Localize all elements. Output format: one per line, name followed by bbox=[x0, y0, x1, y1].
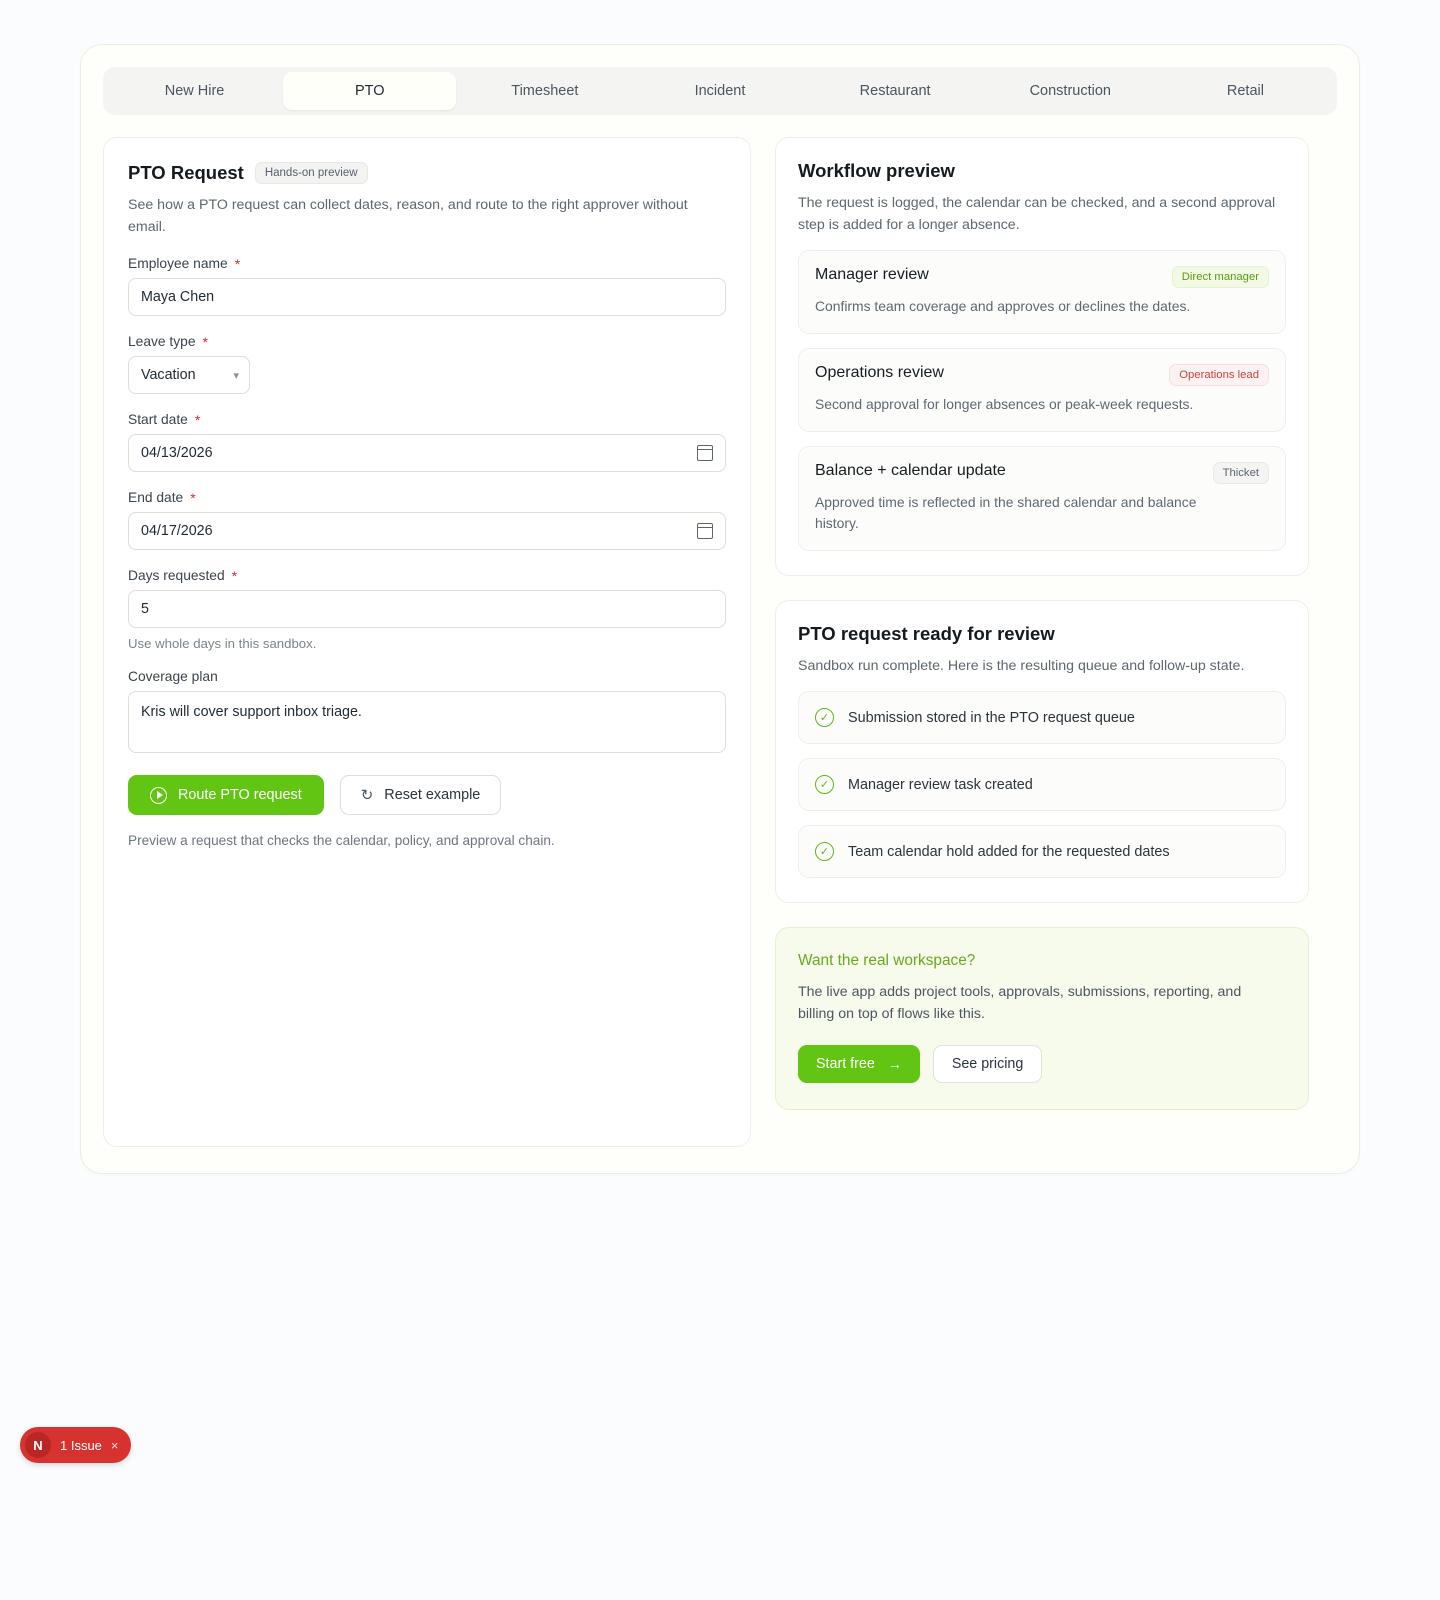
route-pto-request-button[interactable] bbox=[128, 775, 324, 815]
reset-button-label: Reset example bbox=[384, 787, 481, 804]
workflow-step-description: Confirms team coverage and approves or declines the dates. bbox=[815, 298, 1191, 315]
workflow-step-title: Manager review bbox=[815, 266, 929, 284]
end-date-label: End date bbox=[128, 490, 184, 506]
workflow-title: Workflow preview bbox=[798, 160, 955, 181]
main-columns bbox=[103, 137, 1337, 1147]
leave-type-value: Vacation bbox=[141, 367, 196, 384]
app-logo-icon: N bbox=[25, 1432, 51, 1458]
leave-type-select[interactable] bbox=[128, 356, 250, 394]
pto-request-form-card bbox=[103, 137, 751, 1147]
end-date-value: 04/17/2026 bbox=[141, 523, 213, 540]
upgrade-cta-card bbox=[775, 927, 1309, 1110]
sandbox-container bbox=[80, 44, 1360, 1174]
tab-new-hire[interactable]: New Hire bbox=[164, 83, 225, 99]
required-marker: * bbox=[190, 489, 196, 506]
workflow-step bbox=[798, 250, 1286, 334]
days-requested-input[interactable]: 5 bbox=[128, 590, 726, 628]
result-label: Team calendar hold added for the requested dates bbox=[848, 843, 1170, 860]
check-circle-icon: ✓ bbox=[815, 842, 834, 861]
workflow-step-head bbox=[815, 462, 1269, 484]
coverage-plan-textarea[interactable]: Kris will cover support inbox triage. bbox=[128, 691, 726, 753]
see-pricing-button[interactable]: See pricing bbox=[933, 1045, 1043, 1083]
preview-tag: Hands-on preview bbox=[255, 162, 368, 184]
chevron-down-icon: ▾ bbox=[233, 369, 239, 382]
page-title: PTO Request bbox=[128, 162, 244, 183]
workflow-step-head bbox=[815, 266, 1269, 288]
workflow-step-title: Balance + calendar update bbox=[815, 461, 1006, 479]
employee-name-input[interactable]: Maya Chen bbox=[128, 278, 726, 316]
workflow-step-description: Second approval for longer absences or peak-week requests. bbox=[815, 396, 1194, 413]
leave-type-label: Leave type bbox=[128, 334, 196, 350]
arrow-right-icon: → bbox=[887, 1056, 902, 1073]
close-icon[interactable]: × bbox=[110, 1437, 119, 1453]
tab-incident[interactable]: Incident bbox=[694, 83, 746, 99]
result-label: Submission stored in the PTO request queue bbox=[848, 709, 1135, 726]
start-date-label-row bbox=[128, 412, 726, 427]
start-free-button[interactable] bbox=[798, 1045, 920, 1083]
workflow-step-head bbox=[815, 364, 1269, 386]
scenario-tabs[interactable] bbox=[103, 67, 1337, 115]
start-date-input[interactable] bbox=[128, 434, 726, 472]
workflow-step-title: Operations review bbox=[815, 364, 944, 382]
calendar-icon[interactable] bbox=[697, 523, 713, 539]
form-description: See how a PTO request can collect dates, reason, and route to the right approver without email. bbox=[128, 197, 688, 235]
check-circle-icon: ✓ bbox=[815, 708, 834, 727]
field-leave-type bbox=[128, 334, 726, 394]
workflow-step bbox=[798, 446, 1286, 551]
status-badge: Direct manager bbox=[1172, 266, 1269, 288]
issue-count-label: 1 Issue bbox=[60, 1437, 102, 1453]
reset-example-button[interactable] bbox=[340, 775, 502, 815]
end-date-label-row bbox=[128, 490, 726, 505]
refresh-icon: ↻ bbox=[360, 787, 374, 805]
start-free-label: Start free bbox=[816, 1056, 875, 1073]
cta-description: The live app adds project tools, approvals, submissions, reporting, and billing on top of flows like this. bbox=[798, 984, 1242, 1022]
list-item bbox=[798, 691, 1286, 744]
days-requested-hint: Use whole days in this sandbox. bbox=[128, 636, 317, 652]
required-marker: * bbox=[234, 255, 241, 272]
cta-actions bbox=[798, 1045, 1286, 1083]
field-start-date bbox=[128, 412, 726, 472]
tab-restaurant[interactable]: Restaurant bbox=[859, 83, 931, 99]
field-employee-name bbox=[128, 256, 726, 316]
tab-timesheet[interactable]: Timesheet bbox=[511, 83, 579, 99]
end-date-input[interactable] bbox=[128, 512, 726, 550]
form-header bbox=[128, 162, 726, 184]
leave-type-label-row bbox=[128, 334, 726, 349]
route-button-label: Route PTO request bbox=[178, 787, 302, 804]
calendar-icon[interactable] bbox=[697, 445, 713, 461]
coverage-plan-label-row bbox=[128, 669, 726, 684]
form-actions bbox=[128, 775, 726, 815]
required-marker: * bbox=[231, 567, 238, 584]
field-coverage-plan bbox=[128, 669, 726, 753]
list-item bbox=[798, 758, 1286, 811]
status-badge: Thicket bbox=[1213, 462, 1269, 484]
start-date-value: 04/13/2026 bbox=[141, 445, 213, 462]
days-requested-label-row bbox=[128, 568, 726, 583]
days-requested-label: Days requested bbox=[128, 568, 225, 584]
list-item bbox=[798, 825, 1286, 878]
results-card bbox=[775, 600, 1309, 904]
field-end-date bbox=[128, 490, 726, 550]
results-title: PTO request ready for review bbox=[798, 622, 1055, 644]
results-description: Sandbox run complete. Here is the resulting queue and follow-up state. bbox=[798, 657, 1245, 674]
workflow-step-description: Approved time is reflected in the shared calendar and balance history. bbox=[815, 493, 1197, 531]
workflow-preview-card bbox=[775, 137, 1309, 576]
cta-title: Want the real workspace? bbox=[798, 952, 976, 970]
required-marker: * bbox=[202, 333, 208, 350]
start-date-label: Start date bbox=[128, 412, 188, 428]
tab-retail[interactable]: Retail bbox=[1226, 83, 1264, 99]
tab-pto[interactable]: PTO bbox=[283, 72, 456, 110]
workflow-description: The request is logged, the calendar can be checked, and a second approval step is added for a longer absence. bbox=[798, 195, 1276, 233]
employee-name-label-row bbox=[128, 256, 726, 271]
result-label: Manager review task created bbox=[848, 776, 1033, 793]
check-circle-icon: ✓ bbox=[815, 775, 834, 794]
coverage-plan-label: Coverage plan bbox=[128, 669, 218, 685]
play-icon bbox=[150, 787, 167, 804]
form-footnote: Preview a request that checks the calendar, policy, and approval chain. bbox=[128, 833, 555, 849]
right-column bbox=[775, 137, 1309, 1110]
tab-construction[interactable]: Construction bbox=[1029, 83, 1111, 99]
field-days-requested bbox=[128, 568, 726, 651]
issue-badge[interactable] bbox=[20, 1427, 131, 1463]
workflow-step bbox=[798, 348, 1286, 432]
required-marker: * bbox=[194, 411, 201, 428]
status-badge: Operations lead bbox=[1169, 364, 1269, 386]
employee-name-label: Employee name bbox=[128, 256, 228, 272]
